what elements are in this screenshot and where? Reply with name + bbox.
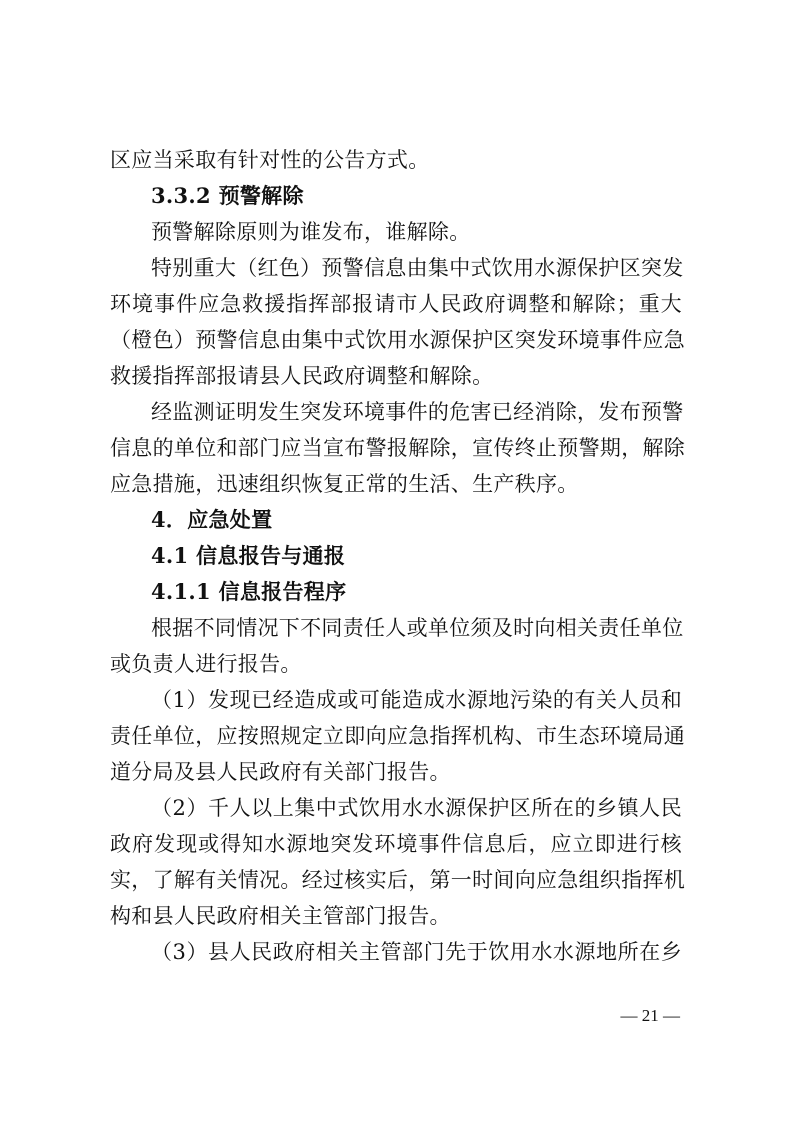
paragraph-line: 根据不同情况下不同责任人或单位须及时向相关责任单位	[151, 616, 684, 640]
section-heading-4: 4．应急处置	[151, 507, 273, 532]
paragraph-line: 预警解除原则为谁发布，谁解除。	[151, 220, 471, 244]
paragraph-line: 应急措施，迅速组织恢复正常的生活、生产秩序。	[110, 472, 579, 496]
paragraph-line: 政府发现或得知水源地突发环境事件信息后，应立即进行核	[110, 832, 682, 856]
paragraph-line: （3）县人民政府相关主管部门先于饮用水水源地所在乡	[151, 940, 682, 964]
paragraph-line: （1）发现已经造成或可能造成水源地污染的有关人员和	[151, 688, 682, 712]
paragraph-line: 特别重大（红色）预警信息由集中式饮用水源保护区突发	[151, 256, 684, 280]
paragraph-line: 责任单位，应按照规定立即向应急指挥机构、市生态环境局通	[110, 724, 686, 748]
paragraph-line: （橙色）预警信息由集中式饮用水源保护区突发环境事件应急	[110, 328, 686, 352]
paragraph-line: 区应当采取有针对性的公告方式。	[110, 148, 430, 172]
paragraph-line: （2）千人以上集中式饮用水水源保护区所在的乡镇人民	[151, 796, 682, 820]
page-number: — 21 —	[620, 1006, 680, 1025]
section-heading-4-1: 4.1 信息报告与通报	[151, 543, 346, 568]
paragraph-line: 经监测证明发生突发环境事件的危害已经消除，发布预警	[151, 400, 684, 424]
paragraph-line: 或负责人进行报告。	[110, 652, 302, 676]
paragraph-line: 实，了解有关情况。经过核实后，第一时间向应急组织指挥机	[110, 868, 686, 892]
paragraph-line: 环境事件应急救援指挥部报请市人民政府调整和解除；重大	[110, 292, 682, 316]
paragraph-line: 救援指挥部报请县人民政府调整和解除。	[110, 364, 494, 388]
paragraph-line: 道分局及县人民政府有关部门报告。	[110, 760, 451, 784]
section-heading-4-1-1: 4.1.1 信息报告程序	[151, 579, 347, 604]
paragraph-line: 构和县人民政府相关主管部门报告。	[110, 904, 451, 928]
section-heading-3-3-2: 3.3.2 预警解除	[151, 183, 304, 208]
paragraph-line: 信息的单位和部门应当宣布警报解除，宣传终止预警期，解除	[110, 436, 686, 460]
